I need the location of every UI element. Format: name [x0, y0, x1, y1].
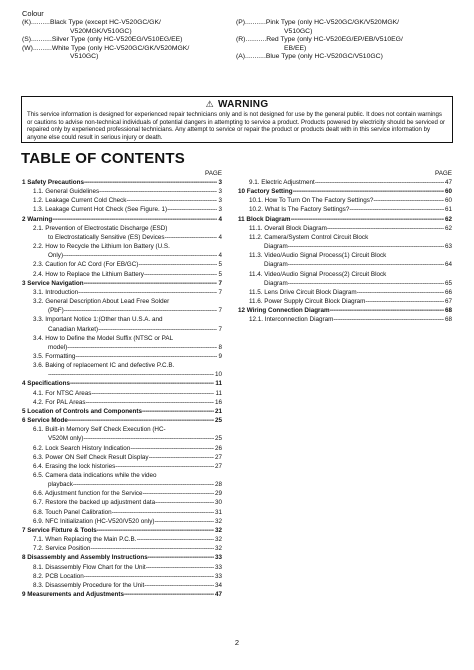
toc-entry-title: 7 Service Fixture & Tools [22, 526, 97, 534]
toc-entry-title: 4 Specifications [22, 380, 70, 388]
colour-description: V510GC) [284, 27, 313, 35]
colour-code: (R)........... [236, 36, 267, 44]
toc-leader [75, 352, 217, 361]
toc-entry-title: 11.6. Power Supply Circuit Block Diagram [249, 298, 366, 306]
toc-entry-title: 8.2. PCB Location [33, 572, 84, 580]
toc-entry-title: 12.1. Interconnection Diagram [249, 316, 334, 324]
toc-page-number: 64 [444, 261, 452, 269]
toc-page-number: 62 [444, 224, 452, 232]
toc-leader [293, 187, 444, 196]
toc-entry-continuation [22, 325, 222, 334]
toc-entry-title: 7.2. Service Position [33, 545, 91, 553]
toc-entry-title: 1.3. Leakage Current Hot Check (See Figure. 1) [33, 206, 168, 214]
toc-leader [142, 407, 214, 416]
toc-entry-title-cont: to Electrostatically Sensitive (ES) Devices [48, 233, 165, 241]
toc-entry-title-cont: V520M only) [48, 435, 84, 443]
toc-entry-title: 11.5. Lens Drive Circuit Block Diagram [249, 288, 357, 296]
toc-leader [154, 517, 214, 526]
toc-page-number: 60 [444, 188, 452, 196]
toc-entry-title: 6 Service Mode [22, 417, 68, 425]
toc-entry-title: 11.1. Overall Block Diagram [249, 224, 327, 232]
toc-page-number: 65 [444, 279, 452, 287]
toc-page-number: 61 [444, 206, 452, 214]
toc-entry-continuation [22, 343, 222, 352]
toc-page-number: 33 [214, 554, 222, 562]
toc-entry-continuation [238, 242, 452, 251]
toc-entry-title-cont: Diagram [264, 261, 288, 269]
colour-description: Pink Type (only HC-V520GC/GK/V520MGK/ [265, 19, 400, 26]
toc-leader [143, 489, 214, 498]
toc-entry-title: 2 Warning [22, 215, 53, 223]
toc-leader [73, 480, 214, 489]
warning-triangle-icon: ⚠ [205, 99, 214, 109]
toc-page-number: 7 [218, 307, 222, 315]
toc-leader [98, 325, 217, 334]
toc-leader [330, 306, 444, 315]
toc-leader [90, 544, 214, 553]
toc-entry[interactable] [22, 498, 222, 507]
toc-entry[interactable] [22, 187, 222, 196]
toc-page-number: 67 [444, 298, 452, 306]
colour-code: (K).......... [22, 19, 50, 26]
toc-entry[interactable] [22, 572, 222, 581]
toc-entry-title: 3 Service Navigation [22, 279, 84, 287]
toc-page-number: 68 [444, 316, 452, 324]
toc-leader [146, 563, 214, 572]
toc-entry[interactable] [22, 205, 222, 214]
toc-entry-title: 6.1. Built-in Memory Self Check Execution (HC- [33, 426, 166, 434]
toc-leader [144, 270, 218, 279]
toc-entry-title: 11.3. Video/Audio Signal Process(1) Circuit Block [249, 252, 387, 260]
toc-column-right [238, 169, 452, 325]
warning-box [21, 96, 453, 143]
toc-entry[interactable] [238, 215, 452, 224]
toc-page-number: 33 [214, 572, 222, 580]
toc-entry[interactable] [22, 590, 222, 599]
toc-page-number: 8 [218, 343, 222, 351]
toc-leader [99, 187, 217, 196]
toc-page-number: 5 [218, 261, 222, 269]
toc-page-number: 4 [218, 252, 222, 260]
toc-leader [288, 242, 444, 251]
toc-title: TABLE OF CONTENTS [21, 150, 185, 167]
toc-entry-title: 1.2. Leakage Current Cold Check [33, 197, 127, 205]
toc-leader [64, 306, 218, 315]
colour-item [22, 45, 212, 62]
toc-leader [84, 572, 214, 581]
toc-entry[interactable] [22, 517, 222, 526]
toc-page-number: 34 [214, 581, 222, 589]
toc-entry[interactable] [22, 553, 222, 562]
toc-entry-title: 11.2. Camera/System Control Circuit Block [249, 233, 369, 241]
colour-item [236, 36, 456, 53]
toc-entry[interactable] [22, 453, 222, 462]
colour-code: (W).......... [22, 44, 52, 52]
toc-entry[interactable] [22, 544, 222, 553]
toc-entry-title-cont: (PbF) [48, 307, 64, 315]
toc-page-number: 29 [214, 490, 222, 498]
toc-entry[interactable] [22, 398, 222, 407]
page-number: 2 [234, 638, 240, 647]
toc-leader [333, 315, 444, 324]
toc-page-number: 25 [214, 417, 222, 425]
toc-entry[interactable] [22, 526, 222, 535]
toc-entry-title: 3.2. General Description About Lead Free Solder [33, 298, 170, 306]
toc-entry[interactable] [22, 379, 222, 388]
toc-entry[interactable] [22, 196, 222, 205]
toc-entry[interactable] [22, 563, 222, 572]
toc-column-left [22, 169, 222, 599]
toc-entry[interactable] [238, 315, 452, 324]
toc-entry-title: 10 Factory Setting [238, 188, 293, 196]
toc-leader [315, 178, 444, 187]
toc-entry-title: 6.4. Erasing the lock histories [33, 462, 116, 470]
toc-page-number: 47 [214, 591, 222, 599]
toc-entry-title: 2.3. Caution for AC Cord (For EB/GC) [33, 261, 139, 269]
toc-entry[interactable] [238, 187, 452, 196]
toc-page-header: PAGE [204, 170, 222, 177]
colour-code: (S)........... [22, 36, 52, 44]
toc-entry-title: 5 Location of Controls and Components [22, 407, 142, 415]
toc-leader [124, 590, 214, 599]
toc-entry[interactable] [22, 416, 222, 425]
toc-entry-title-cont: Canadian Market) [48, 325, 99, 333]
toc-leader [91, 389, 214, 398]
toc-page-number: 62 [444, 215, 452, 223]
toc-entry[interactable] [238, 270, 452, 279]
colour-description: Red Type (only HC-V520EG/EP/EB/V510EG/ [266, 36, 403, 44]
toc-leader [130, 444, 214, 453]
toc-entry-continuation [22, 306, 222, 315]
toc-page-number: 32 [214, 545, 222, 553]
colour-description: Silver Type (only HC-V520EG/V510EG/EE) [51, 36, 183, 44]
colour-description: Blue Type (only HC-V520GC/V510GC) [265, 53, 383, 61]
colour-heading: Colour [22, 9, 44, 18]
toc-entry[interactable] [22, 361, 222, 370]
toc-leader [138, 260, 217, 269]
toc-leader [84, 178, 218, 187]
toc-leader [155, 498, 214, 507]
toc-entry[interactable] [22, 425, 222, 434]
toc-entry[interactable] [22, 334, 222, 343]
toc-entry[interactable] [22, 444, 222, 453]
toc-entry-title: 6.5. Camera data indications while the video [33, 472, 157, 479]
toc-entry-continuation [238, 279, 452, 288]
toc-entry[interactable] [22, 178, 222, 187]
toc-entry[interactable] [238, 297, 452, 306]
toc-leader [83, 434, 214, 443]
toc-entry-title: 6.3. Power ON Self Check Result Display [33, 453, 149, 461]
toc-leader [349, 205, 444, 214]
toc-entry[interactable] [22, 508, 222, 517]
toc-page-number: 66 [444, 288, 452, 296]
toc-entry-continuation [22, 233, 222, 242]
toc-leader [165, 233, 218, 242]
toc-entry-title: 2.1. Prevention of Electrostatic Discharge (ESD) [33, 224, 168, 232]
toc-entry-title: 7.1. When Replacing the Main P.C.B. [33, 536, 137, 544]
toc-entry[interactable] [238, 205, 452, 214]
toc-page-number: 7 [218, 288, 222, 296]
toc-entry-title: 6.6. Adjustment function for the Service [33, 490, 143, 498]
warning-header [22, 99, 452, 110]
warning-text: This service information is designed for experienced repair technicians only and is not designed for use by the general public. It does not contain warnings or cautions to advise non-technical individuals of potential dangers in attempting to service a product. Products powered by electricity should be serviced or repaired only by experienced professional technicians. Any attempt to service or repair the product or products dealt with in this service information by anyone else could result in serious injury or death. [27, 111, 445, 141]
toc-entry-title: 6.9. NFC Initialization (HC-V520/V520 only) [33, 517, 155, 525]
toc-page-header: PAGE [434, 170, 452, 177]
toc-entry-title-cont: playback [48, 481, 73, 489]
toc-entry-title: 10.1. How To Turn On The Factory Settings? [249, 197, 374, 205]
toc-entry[interactable] [22, 297, 222, 306]
toc-page-number: 5 [218, 270, 222, 278]
colour-item [236, 53, 456, 62]
colour-description: V520MGK/V510GC) [70, 27, 132, 35]
toc-entry[interactable] [238, 233, 452, 242]
toc-entry-title: 9.1. Electric Adjustment [249, 179, 315, 186]
toc-entry-title: 9 Measurements and Adjustments [22, 591, 124, 599]
toc-leader [365, 297, 444, 306]
toc-page-number: 68 [444, 307, 452, 315]
toc-left-entries [22, 178, 222, 599]
colour-item [236, 19, 456, 36]
toc-entry-title: 11.4. Video/Audio Signal Process(2) Circuit Block [249, 270, 387, 278]
toc-entry[interactable] [22, 288, 222, 297]
toc-entry[interactable] [22, 489, 222, 498]
toc-entry-title: 6.2. Lock Search History Indication [33, 444, 131, 452]
toc-entry[interactable] [22, 260, 222, 269]
toc-page-number: 16 [214, 398, 222, 406]
toc-entry-title: 1 Safety Precautions [22, 179, 84, 186]
toc-leader [86, 398, 214, 407]
toc-page-number: 27 [214, 453, 222, 461]
colour-code: (P)........... [236, 19, 266, 26]
toc-entry-continuation [238, 260, 452, 269]
toc-entry[interactable] [238, 178, 452, 187]
toc-entry-title: 8 Disassembly and Assembly Instructions [22, 554, 148, 562]
toc-entry-title: 3.3. Important Notice 1:(Other than U.S.A. and [33, 316, 163, 324]
toc-leader [327, 224, 444, 233]
toc-leader [137, 535, 214, 544]
toc-entry[interactable] [22, 242, 222, 251]
toc-page-number: 11 [215, 380, 222, 388]
toc-page-number: 11 [215, 389, 222, 397]
toc-leader [52, 215, 217, 224]
toc-page-number: 32 [214, 536, 222, 544]
toc-leader [48, 370, 214, 379]
toc-entry[interactable] [22, 224, 222, 233]
toc-entry-title: 4.1. For NTSC Areas [33, 389, 92, 397]
toc-entry-title: 10.2. What Is The Factory Settings? [249, 206, 350, 214]
toc-entry-continuation [22, 370, 222, 379]
toc-page-number: 7 [218, 279, 222, 287]
toc-page-number: 30 [214, 499, 222, 507]
toc-entry[interactable] [238, 224, 452, 233]
toc-entry[interactable] [22, 315, 222, 324]
toc-entry[interactable] [22, 270, 222, 279]
toc-entry-title: 4.2. For PAL Areas [33, 398, 86, 406]
toc-leader [148, 553, 214, 562]
toc-page-number: 33 [214, 563, 222, 571]
toc-page-number: 26 [214, 444, 222, 452]
toc-entry[interactable] [22, 352, 222, 361]
toc-leader [112, 508, 214, 517]
toc-leader [167, 205, 217, 214]
toc-page-number: 4 [218, 215, 222, 223]
toc-entry[interactable] [238, 196, 452, 205]
toc-leader [70, 379, 214, 388]
colour-list-right [236, 19, 456, 62]
warning-title: WARNING [217, 99, 269, 110]
toc-entry-title: 3.5. Formatting [33, 352, 76, 360]
colour-description: EB/EE) [284, 44, 307, 52]
colour-description: White Type (only HC-V520GC/GK/V520MGK/ [51, 44, 190, 52]
toc-entry-title: 6.7. Restore the backed up adjustment data [33, 499, 156, 507]
toc-entry-title: 3.1. Introduction [33, 288, 79, 296]
toc-entry-title-cont: Diagram [264, 243, 288, 251]
toc-right-entries [238, 178, 452, 325]
toc-leader [126, 196, 217, 205]
colour-item [22, 19, 212, 36]
toc-leader [149, 453, 214, 462]
toc-entry[interactable] [22, 215, 222, 224]
toc-leader [63, 251, 217, 260]
colour-list-left [22, 19, 212, 62]
toc-page-number: 3 [218, 197, 222, 205]
toc-leader [97, 526, 214, 535]
toc-entry-title: 2.2. How to Recycle the Lithium Ion Battery (U.S. [33, 243, 170, 251]
toc-entry-continuation [22, 434, 222, 443]
toc-page-number: 27 [214, 462, 222, 470]
toc-page-number: 3 [218, 188, 222, 196]
toc-page-number: 32 [214, 517, 222, 525]
toc-entry-title: 3.4. How to Define the Model Suffix (NTSC or PAL [33, 334, 174, 342]
toc-page-number: 63 [444, 243, 452, 251]
toc-page-number: 60 [444, 197, 452, 205]
toc-entry[interactable] [22, 581, 222, 590]
toc-entry-title: 1.1. General Guidelines [33, 188, 100, 196]
toc-leader [67, 343, 217, 352]
toc-page-number: 3 [218, 206, 222, 214]
toc-entry-title: 8.1. Disassembly Flow Chart for the Unit [33, 563, 146, 571]
toc-entry[interactable] [22, 389, 222, 398]
toc-leader [291, 215, 444, 224]
toc-page-number: 7 [218, 325, 222, 333]
toc-entry-title: 2.4. How to Replace the Lithium Battery [33, 270, 144, 278]
toc-entry-title: 12 Wiring Connection Diagram [238, 307, 330, 315]
toc-entry-continuation [22, 480, 222, 489]
toc-page-number: 47 [444, 179, 452, 186]
toc-page-number: 31 [214, 508, 222, 516]
toc-entry[interactable] [22, 462, 222, 471]
toc-page-number: 32 [214, 526, 222, 534]
toc-page-number: 10 [214, 371, 222, 379]
toc-entry-title-cont: Only) [48, 252, 64, 260]
colour-item [22, 36, 212, 45]
toc-entry-title: 11 Block Diagram [238, 215, 291, 223]
toc-page-number: 3 [218, 179, 222, 186]
toc-entry-title: 8.3. Disassembly Procedure for the Unit [33, 581, 145, 589]
toc-leader [68, 416, 214, 425]
toc-page-number: 28 [214, 481, 222, 489]
toc-entry[interactable] [22, 535, 222, 544]
toc-page-number: 25 [214, 435, 222, 443]
toc-leader [144, 581, 214, 590]
toc-entry[interactable] [238, 288, 452, 297]
toc-leader [288, 260, 444, 269]
toc-leader [357, 288, 444, 297]
toc-entry-title-cont: Diagram [264, 279, 288, 287]
colour-description: V510GC) [70, 53, 99, 61]
toc-leader [373, 196, 444, 205]
toc-entry[interactable] [22, 407, 222, 416]
toc-entry-title: 6.8. Touch Panel Calibration [33, 508, 112, 516]
toc-entry[interactable] [238, 306, 452, 315]
toc-entry-title: 3.6. Baking of replacement IC and defective P.C.B. [33, 362, 175, 370]
toc-entry[interactable] [22, 471, 222, 480]
toc-entry[interactable] [238, 251, 452, 260]
toc-leader [115, 462, 214, 471]
toc-page-number: 9 [218, 352, 222, 360]
toc-page-number: 4 [218, 233, 222, 241]
colour-code: (A)........... [236, 53, 266, 61]
toc-leader [288, 279, 444, 288]
colour-description: Black Type (except HC-V520GC/GK/ [49, 19, 161, 26]
toc-leader [84, 279, 218, 288]
toc-entry-title-cont: model) [48, 343, 68, 351]
toc-leader [78, 288, 217, 297]
toc-entry-continuation [22, 251, 222, 260]
toc-page-number: 21 [214, 407, 222, 415]
toc-entry[interactable] [22, 279, 222, 288]
